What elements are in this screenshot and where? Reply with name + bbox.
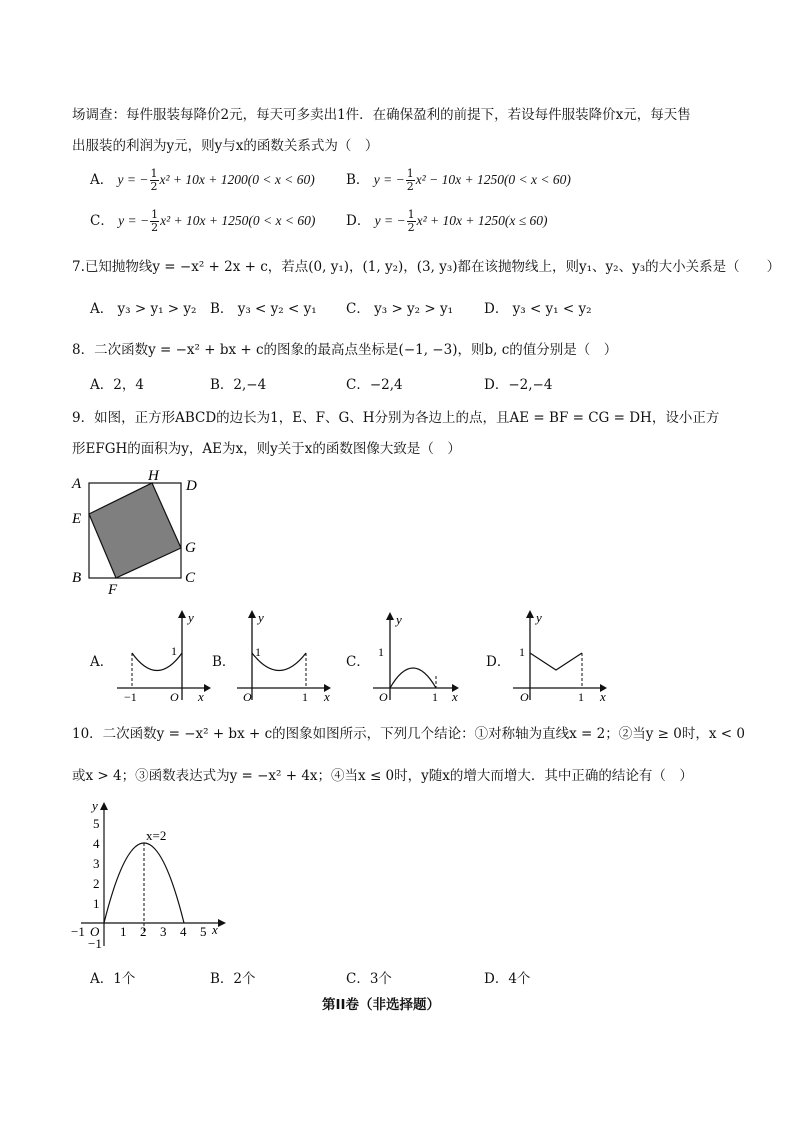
label-h: H (148, 468, 159, 484)
q9-graph-d (508, 608, 608, 704)
svg-text:1: 1 (93, 896, 100, 911)
q8-option-d: D．−2,−4 (484, 377, 553, 393)
q10-option-d: D．4个 (484, 971, 531, 987)
label-c: C (185, 570, 196, 586)
svg-text:y: y (258, 610, 264, 625)
q6-option-b: B． y = − $\frac{1}{2}$ x² − 10x + 1250(0 < x < 60) (346, 167, 571, 193)
q9-line2: 形EFGH的面积为y，AE为x，则y关于x的函数图像大致是（ ） (72, 441, 461, 457)
label-a: A (72, 476, 82, 492)
q9-graph-a (112, 608, 212, 704)
svg-text:1: 1 (302, 690, 308, 704)
svg-text:x: x (452, 689, 458, 704)
svg-text:1: 1 (432, 690, 438, 704)
q6-option-d: D． y = − $\frac{1}{2}$ x² + 10x + 1250(x ≤ 60) (346, 208, 548, 234)
svg-text:O: O (170, 690, 179, 704)
svg-text:1: 1 (120, 924, 127, 939)
svg-text:4: 4 (93, 836, 100, 851)
svg-text:O: O (379, 690, 388, 704)
q10-option-c: C．3个 (346, 971, 392, 987)
q8-option-c: C．−2,4 (346, 377, 403, 393)
q7-option-b: B． y₃ < y₂ < y₁ (210, 301, 317, 317)
svg-text:O: O (520, 690, 529, 704)
q9-square-figure (64, 468, 214, 596)
svg-text:−1: −1 (71, 924, 85, 939)
svg-text:y: y (536, 610, 542, 625)
q10-option-b: B．2个 (210, 971, 256, 987)
svg-text:x: x (212, 922, 218, 937)
q8-text: 8．二次函数y = −x² + bx + c的图象的最高点坐标是(−1, −3)，则b, c的值分别是（ ） (72, 342, 618, 358)
svg-text:−1: −1 (124, 690, 137, 704)
section-title: 第II卷（非选择题） (322, 997, 441, 1013)
svg-text:x: x (198, 689, 204, 704)
svg-text:5: 5 (200, 924, 207, 939)
label-b: B (72, 570, 82, 586)
q7-option-a: A． y₃ > y₁ > y₂ (90, 301, 197, 317)
q9-graph-b (232, 608, 332, 704)
q9-option-b-letter: B． (212, 654, 236, 670)
q10-line2: 或x > 4；③函数表达式为y = −x² + 4x；④当x ≤ 0时，y随x的增大而增大．其中正确的结论有（ ） (72, 768, 693, 784)
q6-option-c: C． y = − $\frac{1}{2}$ x² + 10x + 1250(0 < x < 60) (90, 208, 316, 234)
q9-line1: 9．如图，正方形ABCD的边长为1，E、F、G、H分别为各边上的点，且AE = BF = CG = DH，设小正方 (72, 410, 720, 426)
q9-option-c-letter: C． (346, 654, 370, 670)
q6-option-a: A． y = − $\frac{1}{2}$ x² + 10x + 1200(0 < x < 60) (90, 167, 315, 193)
q7-text: 7.已知抛物线y = −x² + 2x + c，若点(0, y₁)，(1, y₂)，(3, y₃)都在该抛物线上，则y₁、y₂、y₃的大小关系是（ ） (72, 259, 781, 275)
q7-option-c: C． y₃ > y₂ > y₁ (346, 301, 454, 317)
q9-graph-c (368, 608, 468, 704)
svg-text:O: O (90, 924, 100, 939)
svg-text:1: 1 (255, 645, 261, 659)
q7-option-d: D． y₃ < y₁ < y₂ (484, 301, 592, 317)
svg-text:1: 1 (519, 645, 525, 659)
svg-text:4: 4 (180, 924, 187, 939)
svg-text:1: 1 (171, 644, 177, 658)
label-f: F (108, 582, 118, 596)
svg-text:1: 1 (378, 645, 384, 659)
svg-text:y: y (396, 612, 402, 627)
q10-option-a: A．1个 (90, 971, 136, 987)
q6-line1: 场调查：每件服装每降价2元，每天可多卖出1件．在确保盈利的前提下，若设每件服装降价x元，每天售 (72, 107, 691, 123)
svg-text:2: 2 (93, 876, 100, 891)
svg-text:3: 3 (93, 856, 100, 871)
svg-text:y: y (188, 610, 194, 625)
svg-text:x=2: x=2 (146, 828, 167, 843)
svg-text:5: 5 (93, 816, 100, 831)
svg-text:O: O (243, 690, 252, 704)
svg-text:2: 2 (140, 924, 147, 939)
q8-option-a: A．2，4 (90, 377, 144, 393)
label-g: G (185, 540, 196, 556)
label-d: D (186, 478, 197, 494)
q10-line1: 10．二次函数y = −x² + bx + c的图象如图所示，下列几个结论：①对称轴为直线x = 2；②当y ≥ 0时，x < 0 (72, 726, 745, 742)
q6-line2: 出服装的利润为y元，则y与x的函数关系式为（ ） (72, 138, 379, 154)
q8-option-b: B．2,−4 (210, 377, 267, 393)
q9-option-a-letter: A． (90, 654, 114, 670)
label-e: E (72, 511, 82, 527)
q9-option-d-letter: D． (486, 654, 511, 670)
svg-text:3: 3 (160, 924, 167, 939)
svg-text:1: 1 (578, 690, 584, 704)
svg-text:x: x (324, 689, 330, 704)
svg-text:−1: −1 (88, 936, 102, 951)
svg-text:y: y (92, 798, 98, 813)
svg-text:x: x (600, 689, 606, 704)
q10-parabola-graph (66, 798, 236, 954)
